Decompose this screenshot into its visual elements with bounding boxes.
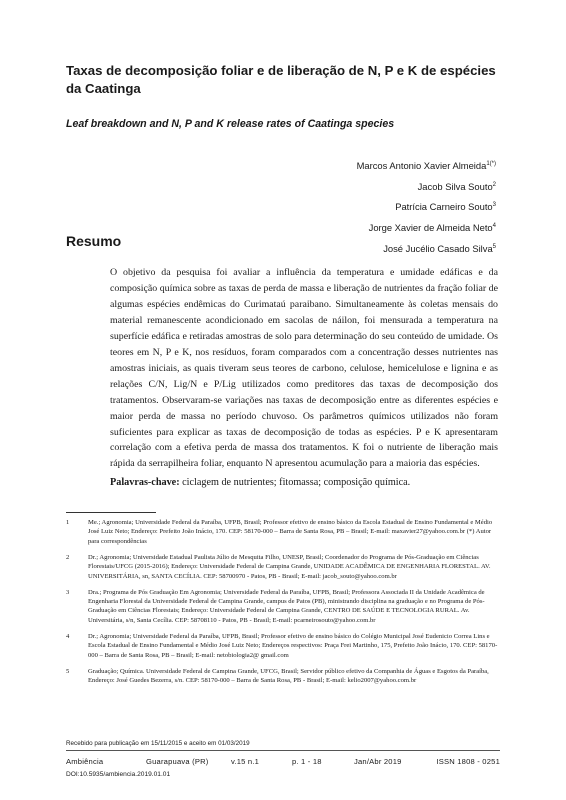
footnotes <box>66 518 500 692</box>
footnote <box>66 588 500 626</box>
author-mark: 2 <box>492 181 496 188</box>
footnote <box>66 632 500 660</box>
footnote <box>66 667 500 686</box>
author-mark: 4 <box>492 223 496 230</box>
author-name: Jorge Xavier de Almeida Neto <box>368 222 493 234</box>
author-line <box>357 155 496 176</box>
footnote <box>66 518 500 546</box>
footnote-number: 3 <box>66 588 70 596</box>
footer-issn: ISSN 1808 - 0251 <box>436 757 500 766</box>
article-subtitle: Leaf breakdown and N, P and K release rates of Caatinga species <box>66 118 395 130</box>
footnote-number: 2 <box>66 553 70 561</box>
author-name: Marcos Antonio Xavier Almeida <box>356 160 487 172</box>
keywords <box>110 477 500 488</box>
author-name: Patrícia Carneiro Souto <box>395 201 493 213</box>
keywords-label: Palavras-chave: <box>110 477 180 488</box>
author-line <box>357 238 496 259</box>
footer-pages: p. 1 - 18 <box>292 757 322 766</box>
footer-divider <box>66 750 500 751</box>
footnote-text: Dr.; Agronomia; Universidade Federal da Paraíba, UFPB, Brasil; Professor efetivo de ensino básico do Colégio Municipal José Eudenicio Correa Lins e Escola Estadual de Ensino Fundamental e Médio José Luiz Neto; Endereços respectivos: Praça Frei Martinho, 175, Prefeito João Inácio, 170. CEP: 58170-000 – Barra de Santa Rosa, PB – Brasil; E-mail: netobiologia2@ gmail.com <box>88 632 498 659</box>
author-mark: 1(*) <box>486 161 496 167</box>
author-name: José Jucélio Casado Silva <box>383 243 493 254</box>
footnote-text: Graduação; Química. Universidade Federal de Campina Grande, UFCG, Brasil; Servidor público efetivo da Companhia de Águas e Esgotos da Paraíba, Endereço: José Guedes Bezerra, s/n. CEP: 58170-000 – Barra de Santa Rosa, PB - Brasil; E-mail: kelio2007@yahoo.com.br <box>88 667 489 685</box>
author-line <box>357 196 496 217</box>
article-title: Taxas de decomposição foliar e de liberação de N, P e K de espécies da Caatinga <box>66 63 496 96</box>
author-mark: 3 <box>492 202 496 209</box>
footnote-number: 5 <box>66 667 70 675</box>
footnote-text: Dra.; Programa de Pós Graduação Em Agronomia; Universidade Federal da Paraíba, UFPB, Brasil; Professora Associada II da Unidade Acadêmica de Engenharia Florestal da Universidade Federal de Campina Grande, campus de Patos (PB), ministrando disciplina na graduação e no Programa de Pós-Graduação em Ciências Florestais; Endereço: Universidade Federal de Campina Grande, CENTRO DE SAÚDE E TECNOLOGIA RURAL. Av. Universitária, s/n, Santa Cecília. CEP: 58708110 - Patos, PB - Brasil; E-mail: pcarneirosouto@yahoo.com.br <box>88 588 485 624</box>
footer-city: Guarapuava (PR) <box>146 757 209 766</box>
author-line <box>357 217 496 238</box>
footnote-text: Me.; Agronomia; Universidade Federal da Paraíba, UFPB, Brasil; Professor efetivo de ensino básico da Escola Estadual de Ensino Fundamental e Médio José Luiz Neto; Endereço: Prefeito João Inácio, 170. CEP: 58170-000 – Barra de Santa Rosa, PB – Brasil; E-mail: maxavier27@yahoo.com.br (*) Autor para correspondências <box>88 519 493 545</box>
footer-journal: Ambiência <box>66 757 104 766</box>
keywords-text: ciclagem de nutrientes; fitomassa; composição química. <box>179 477 411 488</box>
footnote-text: Dr.; Agronomia; Universidade Estadual Paulista Júlio de Mesquita Filho, UNESP, Brasil; Coordenador do Programa de Pós-Graduação em Ciências Florestais/UFCG (2015-2016); Endereço: Universidade Federal de Campina Grande, UNIDADE ACADÊMICA DE ENGENHARIA FLORESTAL. AV. UNIVERSITÁRIA, sn, SANTA CECÍLIA. CEP: 58700970 - Patos, PB - Brasil; E-mail: jacob_souto@yahoo.com.br <box>88 553 491 580</box>
page-footer <box>66 757 500 769</box>
footnote <box>66 553 500 581</box>
author-name: Jacob Silva Souto <box>417 180 493 192</box>
author-line <box>357 176 496 197</box>
footer-volume: v.15 n.1 <box>231 757 260 766</box>
author-list <box>357 155 496 259</box>
received-note: Recebido para publicação em 15/11/2015 e aceito em 01/03/2019 <box>66 740 250 747</box>
footnote-number: 1 <box>66 519 70 526</box>
footnote-divider <box>66 512 156 513</box>
doi: DOI:10.5935/ambiencia.2019.01.01 <box>66 771 171 778</box>
footnote-number: 4 <box>66 632 70 640</box>
section-heading-resumo: Resumo <box>66 233 122 249</box>
footer-date: Jan/Abr 2019 <box>354 757 402 766</box>
author-mark: 5 <box>492 243 496 250</box>
abstract-text: O objetivo da pesquisa foi avaliar a influência da temperatura e umidade edáficas e da composição química sobre as taxas de perda de massa e liberação de nutrientes da fração foliar de algumas espécies endêmicas do Curimataú paraibano. Simultaneamente às coletas mensais do material remanescente acondicionado em sacolas de náilon, foi mensurada a temperatura na superfície edáfica e retiradas amostras de solo para determinação do seu conteúdo de umidade. Os teores em N, P e K, nos resíduos, foram comparados com a concentração desses nutrientes nas amostras iniciais, as quais tiveram seus teores de carbono, celulose, hemicelulose e lignina e as relações C/N, Lig/N e P/Lig utilizados como preditores das taxas de decomposição dos tratamentos. Observaram-se variações nas taxas de decomposição entre as diferentes espécies e maior perda de massa no período chuvoso. Os parâmetros químicos utilizados não foram suficientes para explicar as taxas de decomposição de todas as espécies. P e K apresentaram correlação com a efetiva perda de massa dos tratamentos. K foi o nutriente de liberação mais rápida da serrapilheira foliar, enquanto N apresentou acumulação para a maioria das espécies. <box>110 267 498 470</box>
